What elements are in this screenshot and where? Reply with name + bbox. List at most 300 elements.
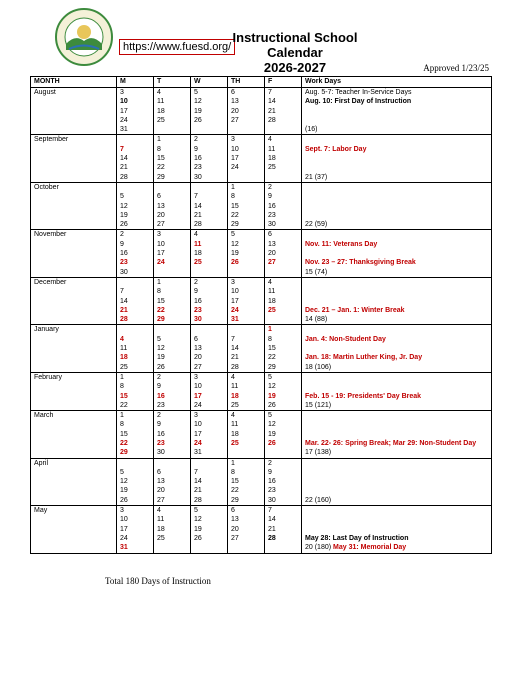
day-cell: 2 bbox=[154, 411, 191, 421]
approval-date: Approved 1/23/25 bbox=[423, 63, 489, 73]
month-cell bbox=[31, 202, 117, 211]
month-name: September bbox=[31, 135, 117, 145]
day-cell bbox=[154, 268, 191, 278]
day-cell bbox=[154, 182, 191, 192]
calendar-row bbox=[31, 486, 492, 495]
calendar-row bbox=[31, 439, 492, 448]
month-cell bbox=[31, 477, 117, 486]
month-cell bbox=[31, 353, 117, 362]
day-cell: 27 bbox=[154, 496, 191, 506]
month-name: December bbox=[31, 277, 117, 287]
col-wed: W bbox=[191, 77, 228, 88]
day-cell: 12 bbox=[191, 97, 228, 106]
note-text: 17 (138) bbox=[305, 449, 332, 457]
month-cell bbox=[31, 496, 117, 506]
day-cell: 8 bbox=[265, 335, 302, 344]
month-name: November bbox=[31, 230, 117, 240]
month-name: August bbox=[31, 88, 117, 98]
calendar-table bbox=[30, 76, 492, 554]
calendar-row bbox=[31, 287, 492, 296]
day-cell: 30 bbox=[265, 496, 302, 506]
day-cell: 11 bbox=[265, 287, 302, 296]
work-days-note bbox=[302, 430, 492, 439]
day-cell: 5 bbox=[117, 468, 154, 477]
day-cell: 6 bbox=[265, 230, 302, 240]
day-cell: 1 bbox=[117, 372, 154, 382]
day-cell bbox=[228, 173, 265, 183]
day-cell: 7 bbox=[191, 192, 228, 201]
day-cell: 7 bbox=[191, 468, 228, 477]
day-cell: 23 bbox=[265, 211, 302, 220]
day-cell: 2 bbox=[191, 277, 228, 287]
day-cell: 28 bbox=[265, 534, 302, 543]
day-cell: 18 bbox=[265, 297, 302, 306]
note-text: May 28: Last Day of Instruction bbox=[305, 534, 409, 542]
work-days-note bbox=[302, 125, 492, 135]
month-cell bbox=[31, 363, 117, 373]
day-cell bbox=[191, 125, 228, 135]
month-cell bbox=[31, 249, 117, 258]
calendar-row bbox=[31, 344, 492, 353]
day-cell: 9 bbox=[117, 240, 154, 249]
day-cell: 22 bbox=[228, 486, 265, 495]
calendar-row bbox=[31, 88, 492, 98]
day-cell: 11 bbox=[154, 97, 191, 106]
day-cell: 4 bbox=[228, 411, 265, 421]
work-days-note bbox=[302, 439, 492, 448]
day-cell: 7 bbox=[228, 335, 265, 344]
day-cell: 5 bbox=[191, 506, 228, 516]
note-text: Dec. 21 – Jan. 1: Winter Break bbox=[305, 306, 405, 314]
day-cell: 26 bbox=[265, 439, 302, 448]
day-cell: 3 bbox=[117, 506, 154, 516]
day-cell bbox=[191, 543, 228, 553]
day-cell: 2 bbox=[265, 458, 302, 468]
day-cell: 16 bbox=[265, 477, 302, 486]
day-cell: 26 bbox=[117, 220, 154, 230]
day-cell: 8 bbox=[228, 468, 265, 477]
work-days-note bbox=[302, 220, 492, 230]
day-cell: 31 bbox=[117, 543, 154, 553]
total-days: Total 180 Days of Instruction bbox=[105, 576, 211, 586]
day-cell: 19 bbox=[154, 353, 191, 362]
calendar-row bbox=[31, 353, 492, 362]
day-cell: 26 bbox=[117, 496, 154, 506]
day-cell: 31 bbox=[191, 448, 228, 458]
day-cell: 12 bbox=[117, 477, 154, 486]
day-cell: 6 bbox=[191, 335, 228, 344]
calendar-row bbox=[31, 297, 492, 306]
day-cell bbox=[117, 135, 154, 145]
month-cell bbox=[31, 125, 117, 135]
day-cell: 15 bbox=[228, 477, 265, 486]
day-cell: 9 bbox=[154, 420, 191, 429]
col-thu: TH bbox=[228, 77, 265, 88]
day-cell: 23 bbox=[154, 439, 191, 448]
work-days-note bbox=[302, 506, 492, 516]
day-cell: 12 bbox=[191, 515, 228, 524]
day-cell: 11 bbox=[117, 344, 154, 353]
calendar-row bbox=[31, 192, 492, 201]
day-cell: 30 bbox=[154, 448, 191, 458]
day-cell: 23 bbox=[265, 486, 302, 495]
day-cell: 19 bbox=[265, 392, 302, 401]
day-cell: 28 bbox=[228, 363, 265, 373]
month-name: March bbox=[31, 411, 117, 421]
day-cell: 1 bbox=[117, 411, 154, 421]
day-cell bbox=[265, 173, 302, 183]
day-cell: 21 bbox=[117, 163, 154, 172]
day-cell: 21 bbox=[265, 107, 302, 116]
day-cell: 17 bbox=[228, 154, 265, 163]
day-cell: 26 bbox=[191, 534, 228, 543]
day-cell: 25 bbox=[154, 534, 191, 543]
calendar-body bbox=[31, 88, 492, 554]
day-cell bbox=[265, 315, 302, 325]
day-cell bbox=[154, 125, 191, 135]
day-cell: 24 bbox=[228, 306, 265, 315]
day-cell: 25 bbox=[228, 401, 265, 411]
note-text: 22 (59) bbox=[305, 221, 328, 229]
work-days-note bbox=[302, 145, 492, 154]
day-cell bbox=[191, 268, 228, 278]
day-cell: 12 bbox=[265, 382, 302, 391]
day-cell bbox=[228, 543, 265, 553]
month-name: April bbox=[31, 458, 117, 468]
day-cell: 22 bbox=[154, 306, 191, 315]
work-days-note bbox=[302, 116, 492, 125]
day-cell: 19 bbox=[191, 525, 228, 534]
calendar-row bbox=[31, 315, 492, 325]
day-cell: 28 bbox=[191, 220, 228, 230]
day-cell: 2 bbox=[117, 230, 154, 240]
work-days-note bbox=[302, 486, 492, 495]
calendar-row bbox=[31, 543, 492, 553]
calendar-row bbox=[31, 468, 492, 477]
day-cell: 3 bbox=[117, 88, 154, 98]
day-cell: 30 bbox=[191, 173, 228, 183]
work-days-note bbox=[302, 344, 492, 353]
day-cell: 7 bbox=[265, 506, 302, 516]
work-days-note bbox=[302, 268, 492, 278]
day-cell: 17 bbox=[117, 525, 154, 534]
day-cell: 11 bbox=[228, 420, 265, 429]
title-line-1: Instructional School Calendar bbox=[232, 30, 358, 60]
day-cell: 4 bbox=[191, 230, 228, 240]
calendar-row bbox=[31, 220, 492, 230]
calendar-row bbox=[31, 401, 492, 411]
work-days-note bbox=[302, 335, 492, 344]
day-cell: 29 bbox=[154, 315, 191, 325]
calendar-row bbox=[31, 325, 492, 335]
work-days-note bbox=[302, 477, 492, 486]
day-cell: 11 bbox=[228, 382, 265, 391]
day-cell: 18 bbox=[154, 107, 191, 116]
day-cell: 4 bbox=[228, 372, 265, 382]
day-cell: 18 bbox=[154, 525, 191, 534]
day-cell: 28 bbox=[117, 173, 154, 183]
calendar-row bbox=[31, 515, 492, 524]
col-tue: T bbox=[154, 77, 191, 88]
day-cell: 16 bbox=[117, 249, 154, 258]
day-cell: 24 bbox=[191, 439, 228, 448]
day-cell bbox=[228, 448, 265, 458]
district-seal-logo bbox=[55, 8, 113, 66]
month-cell bbox=[31, 486, 117, 495]
day-cell: 12 bbox=[228, 240, 265, 249]
work-days-note bbox=[302, 277, 492, 287]
calendar-row bbox=[31, 258, 492, 267]
day-cell: 9 bbox=[191, 287, 228, 296]
day-cell: 31 bbox=[228, 315, 265, 325]
month-cell bbox=[31, 145, 117, 154]
work-days-note bbox=[302, 420, 492, 429]
month-cell bbox=[31, 315, 117, 325]
month-cell bbox=[31, 335, 117, 344]
work-days-note bbox=[302, 182, 492, 192]
day-cell: 10 bbox=[228, 287, 265, 296]
note-text: Nov. 23 – 27: Thanksgiving Break bbox=[305, 259, 416, 267]
calendar-row bbox=[31, 448, 492, 458]
calendar-row bbox=[31, 525, 492, 534]
day-cell: 6 bbox=[154, 192, 191, 201]
day-cell: 3 bbox=[191, 411, 228, 421]
col-mon: M bbox=[117, 77, 154, 88]
note-text: 20 (180) bbox=[305, 544, 334, 552]
day-cell: 7 bbox=[117, 145, 154, 154]
day-cell: 27 bbox=[265, 258, 302, 267]
month-cell bbox=[31, 287, 117, 296]
day-cell: 29 bbox=[154, 173, 191, 183]
day-cell: 14 bbox=[228, 344, 265, 353]
day-cell: 23 bbox=[154, 401, 191, 411]
day-cell: 12 bbox=[117, 202, 154, 211]
day-cell: 14 bbox=[265, 515, 302, 524]
day-cell: 25 bbox=[191, 258, 228, 267]
month-cell bbox=[31, 306, 117, 315]
day-cell bbox=[154, 325, 191, 335]
work-days-note bbox=[302, 372, 492, 382]
day-cell: 8 bbox=[228, 192, 265, 201]
day-cell: 8 bbox=[154, 145, 191, 154]
day-cell: 6 bbox=[228, 506, 265, 516]
work-days-note bbox=[302, 496, 492, 506]
day-cell: 26 bbox=[228, 258, 265, 267]
day-cell: 10 bbox=[154, 240, 191, 249]
day-cell: 27 bbox=[228, 534, 265, 543]
day-cell: 17 bbox=[191, 430, 228, 439]
header-row bbox=[31, 77, 492, 88]
col-work-days: Work Days bbox=[302, 77, 492, 88]
month-cell bbox=[31, 211, 117, 220]
work-days-note bbox=[302, 258, 492, 267]
day-cell: 12 bbox=[154, 344, 191, 353]
url-link[interactable]: https://www.fuesd.org/ bbox=[119, 39, 235, 55]
day-cell: 1 bbox=[228, 182, 265, 192]
day-cell: 12 bbox=[265, 420, 302, 429]
day-cell: 23 bbox=[191, 306, 228, 315]
day-cell: 8 bbox=[154, 287, 191, 296]
day-cell: 20 bbox=[265, 249, 302, 258]
day-cell: 6 bbox=[154, 468, 191, 477]
day-cell: 11 bbox=[265, 145, 302, 154]
note-text: 14 (88) bbox=[305, 316, 328, 324]
calendar-row bbox=[31, 382, 492, 391]
day-cell: 25 bbox=[154, 116, 191, 125]
work-days-note bbox=[302, 411, 492, 421]
title-line-2: 2026-2027 bbox=[263, 60, 327, 75]
month-cell bbox=[31, 420, 117, 429]
work-days-note bbox=[302, 211, 492, 220]
day-cell: 2 bbox=[154, 372, 191, 382]
calendar-row bbox=[31, 145, 492, 154]
note-text: (16) bbox=[305, 126, 318, 134]
day-cell: 11 bbox=[154, 515, 191, 524]
day-cell: 19 bbox=[265, 430, 302, 439]
day-cell bbox=[117, 458, 154, 468]
calendar-row bbox=[31, 173, 492, 183]
calendar-row bbox=[31, 411, 492, 421]
calendar-row bbox=[31, 154, 492, 163]
day-cell bbox=[228, 268, 265, 278]
day-cell: 15 bbox=[117, 392, 154, 401]
month-name: October bbox=[31, 182, 117, 192]
day-cell: 24 bbox=[154, 258, 191, 267]
day-cell: 18 bbox=[228, 430, 265, 439]
day-cell: 13 bbox=[228, 97, 265, 106]
day-cell: 24 bbox=[228, 163, 265, 172]
work-days-note bbox=[302, 401, 492, 411]
calendar-row bbox=[31, 249, 492, 258]
month-cell bbox=[31, 543, 117, 553]
work-days-note bbox=[302, 297, 492, 306]
calendar-row bbox=[31, 230, 492, 240]
day-cell bbox=[117, 182, 154, 192]
day-cell bbox=[228, 125, 265, 135]
day-cell: 6 bbox=[228, 88, 265, 98]
day-cell: 10 bbox=[191, 382, 228, 391]
calendar-row bbox=[31, 182, 492, 192]
month-cell bbox=[31, 163, 117, 172]
calendar-row bbox=[31, 392, 492, 401]
day-cell: 1 bbox=[154, 277, 191, 287]
day-cell: 14 bbox=[117, 297, 154, 306]
note-text: Nov. 11: Veterans Day bbox=[305, 240, 378, 248]
month-cell bbox=[31, 344, 117, 353]
day-cell: 28 bbox=[265, 116, 302, 125]
calendar-row bbox=[31, 363, 492, 373]
work-days-note bbox=[302, 468, 492, 477]
col-month: MONTH bbox=[31, 77, 117, 88]
day-cell: 10 bbox=[228, 145, 265, 154]
day-cell bbox=[265, 125, 302, 135]
day-cell: 24 bbox=[191, 401, 228, 411]
work-days-note bbox=[302, 192, 492, 201]
day-cell: 2 bbox=[191, 135, 228, 145]
work-days-note bbox=[302, 154, 492, 163]
work-days-note bbox=[302, 458, 492, 468]
day-cell: 18 bbox=[228, 392, 265, 401]
calendar-row bbox=[31, 306, 492, 315]
note-text: Feb. 15 - 19: Presidents' Day Break bbox=[305, 392, 422, 400]
month-cell bbox=[31, 468, 117, 477]
month-cell bbox=[31, 97, 117, 106]
day-cell: 10 bbox=[117, 515, 154, 524]
work-days-note bbox=[302, 382, 492, 391]
month-cell bbox=[31, 116, 117, 125]
day-cell: 14 bbox=[117, 154, 154, 163]
day-cell: 20 bbox=[154, 486, 191, 495]
work-days-note bbox=[302, 97, 492, 106]
day-cell: 16 bbox=[265, 202, 302, 211]
day-cell: 5 bbox=[265, 372, 302, 382]
work-days-note bbox=[302, 392, 492, 401]
calendar-row bbox=[31, 372, 492, 382]
day-cell: 9 bbox=[265, 192, 302, 201]
calendar-row bbox=[31, 458, 492, 468]
month-cell bbox=[31, 525, 117, 534]
day-cell: 2 bbox=[265, 182, 302, 192]
day-cell: 3 bbox=[228, 277, 265, 287]
day-cell: 1 bbox=[154, 135, 191, 145]
work-days-note bbox=[302, 135, 492, 145]
day-cell: 28 bbox=[117, 315, 154, 325]
month-name: January bbox=[31, 325, 117, 335]
calendar-row bbox=[31, 116, 492, 125]
day-cell: 15 bbox=[265, 344, 302, 353]
month-cell bbox=[31, 401, 117, 411]
month-cell bbox=[31, 107, 117, 116]
day-cell bbox=[265, 268, 302, 278]
day-cell: 5 bbox=[265, 411, 302, 421]
calendar-row bbox=[31, 202, 492, 211]
calendar-row bbox=[31, 97, 492, 106]
day-cell: 21 bbox=[191, 486, 228, 495]
day-cell: 26 bbox=[265, 401, 302, 411]
day-cell: 20 bbox=[154, 211, 191, 220]
day-cell: 5 bbox=[154, 335, 191, 344]
day-cell: 22 bbox=[265, 353, 302, 362]
work-days-note bbox=[302, 525, 492, 534]
day-cell bbox=[117, 277, 154, 287]
day-cell: 22 bbox=[117, 401, 154, 411]
work-days-note bbox=[302, 202, 492, 211]
day-cell: 21 bbox=[265, 525, 302, 534]
work-days-note bbox=[302, 315, 492, 325]
day-cell: 27 bbox=[228, 116, 265, 125]
day-cell: 17 bbox=[154, 249, 191, 258]
day-cell: 20 bbox=[191, 353, 228, 362]
day-cell: 21 bbox=[191, 211, 228, 220]
day-cell: 23 bbox=[117, 258, 154, 267]
day-cell: 22 bbox=[117, 439, 154, 448]
day-cell: 8 bbox=[117, 420, 154, 429]
note-text: Jan. 4: Non-Student Day bbox=[305, 335, 386, 343]
work-days-note bbox=[302, 287, 492, 296]
day-cell: 26 bbox=[191, 116, 228, 125]
day-cell: 11 bbox=[191, 240, 228, 249]
work-days-note bbox=[302, 240, 492, 249]
day-cell: 25 bbox=[117, 363, 154, 373]
work-days-note bbox=[302, 534, 492, 543]
work-days-note bbox=[302, 306, 492, 315]
work-days-note bbox=[302, 88, 492, 98]
day-cell: 4 bbox=[154, 506, 191, 516]
day-cell: 25 bbox=[228, 439, 265, 448]
day-cell: 15 bbox=[228, 202, 265, 211]
day-cell: 22 bbox=[154, 163, 191, 172]
day-cell: 16 bbox=[191, 297, 228, 306]
